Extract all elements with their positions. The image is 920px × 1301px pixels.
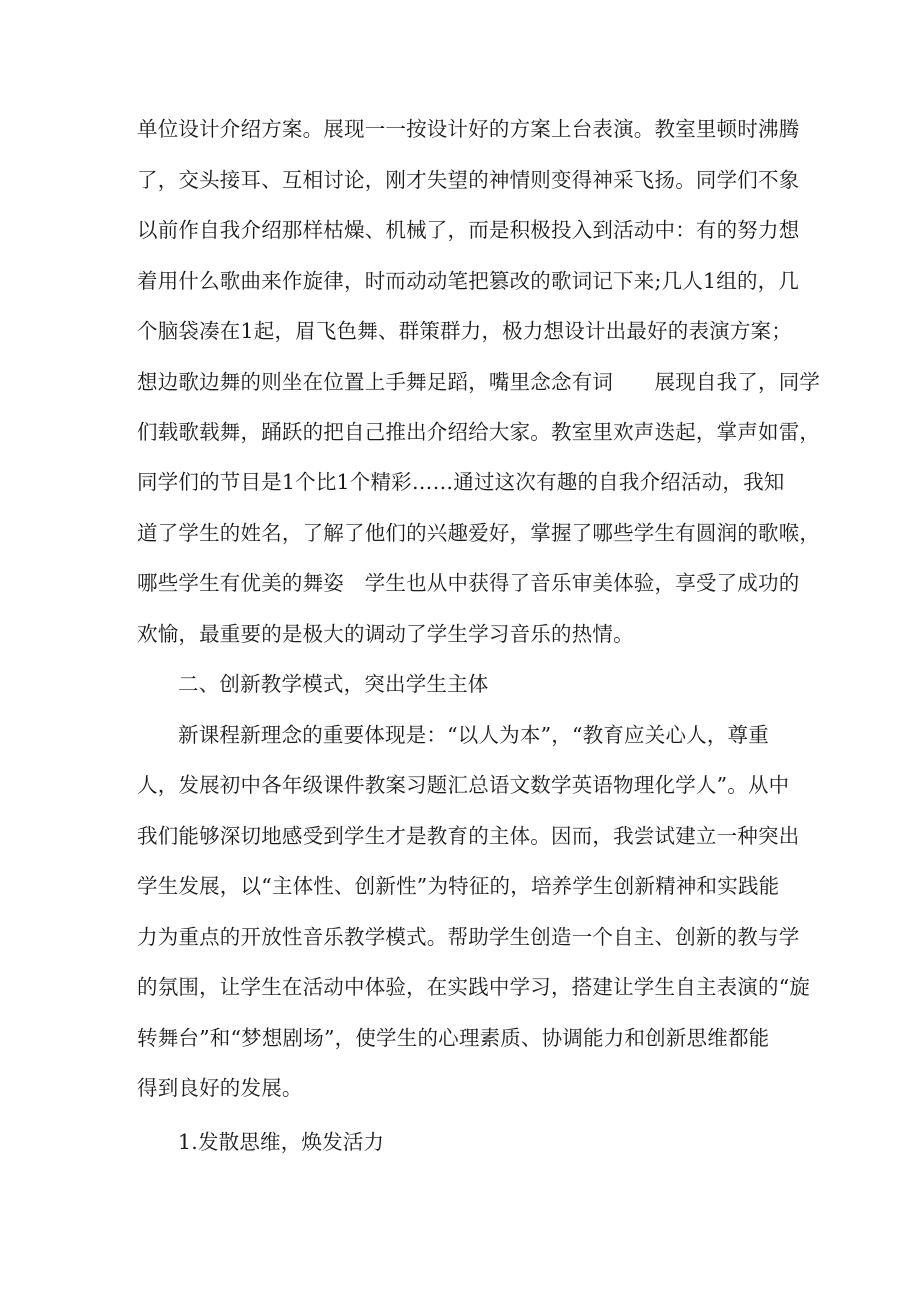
paragraph-line: 欢愉，最重要的是极大的调动了学生学习音乐的热情。 — [137, 622, 634, 646]
paragraph-line: 得到良好的发展。 — [137, 1076, 303, 1100]
paragraph-line: 新课程新理念的重要体现是：“以人为本”，“教育应关心人，尊重 — [178, 723, 769, 747]
paragraph-line: 人，发展初中各年级课件教案习题汇总语文数学英语物理化学人”。从中 — [137, 773, 790, 797]
paragraph-line: 转舞台”和“梦想剧场”，使学生的心理素质、协调能力和创新思维都能 — [137, 1026, 770, 1050]
paragraph-line: 力为重点的开放性音乐教学模式。帮助学生创造一个自主、创新的教与学 — [137, 925, 800, 949]
paragraph-line: 们载歌载舞，踊跃的把自己推出介绍给大家。教室里欢声迭起，掌声如雷， — [137, 420, 821, 444]
paragraph-line: 单位设计介绍方案。展现一一按设计好的方案上台表演。教室里顿时沸腾 — [137, 117, 800, 141]
subsection-heading: 1.发散思维，焕发活力 — [178, 1130, 385, 1154]
paragraph-line: 道了学生的姓名，了解了他们的兴趣爱好，掌握了哪些学生有圆润的歌喉， — [137, 521, 821, 545]
paragraph-line: 哪些学生有优美的舞姿 学生也从中获得了音乐审美体验，享受了成功的 — [137, 571, 800, 595]
paragraph-line: 想边歌边舞的则坐在位置上手舞足蹈，嘴里念念有词 展现自我了，同学 — [137, 370, 821, 394]
paragraph-line: 学生发展，以“主体性、创新性”为特征的，培养学生创新精神和实践能 — [137, 874, 780, 898]
paragraph-line: 的氛围，让学生在活动中体验，在实践中学习，搭建让学生自主表演的“旋 — [137, 975, 811, 999]
paragraph-line: 了，交头接耳、互相讨论，刚才失望的神情则变得神采飞扬。同学们不象 — [137, 168, 800, 192]
paragraph-line: 着用什么歌曲来作旋律，时而动动笔把篡改的歌词记下来;几人1组的，几 — [137, 269, 800, 293]
paragraph-line: 以前作自我介绍那样枯燥、机械了，而是积极投入到活动中：有的努力想 — [137, 218, 800, 242]
section-heading: 二、创新教学模式，突出学生主体 — [178, 672, 489, 696]
paragraph-line: 个脑袋凑在1起，眉飞色舞、群策群力，极力想设计出最好的表演方案； — [137, 319, 792, 343]
paragraph-line: 我们能够深切地感受到学生才是教育的主体。因而，我尝试建立一种突出 — [137, 824, 800, 848]
paragraph-line: 同学们的节目是1个比1个精彩……通过这次有趣的自我介绍活动，我知 — [137, 470, 785, 494]
